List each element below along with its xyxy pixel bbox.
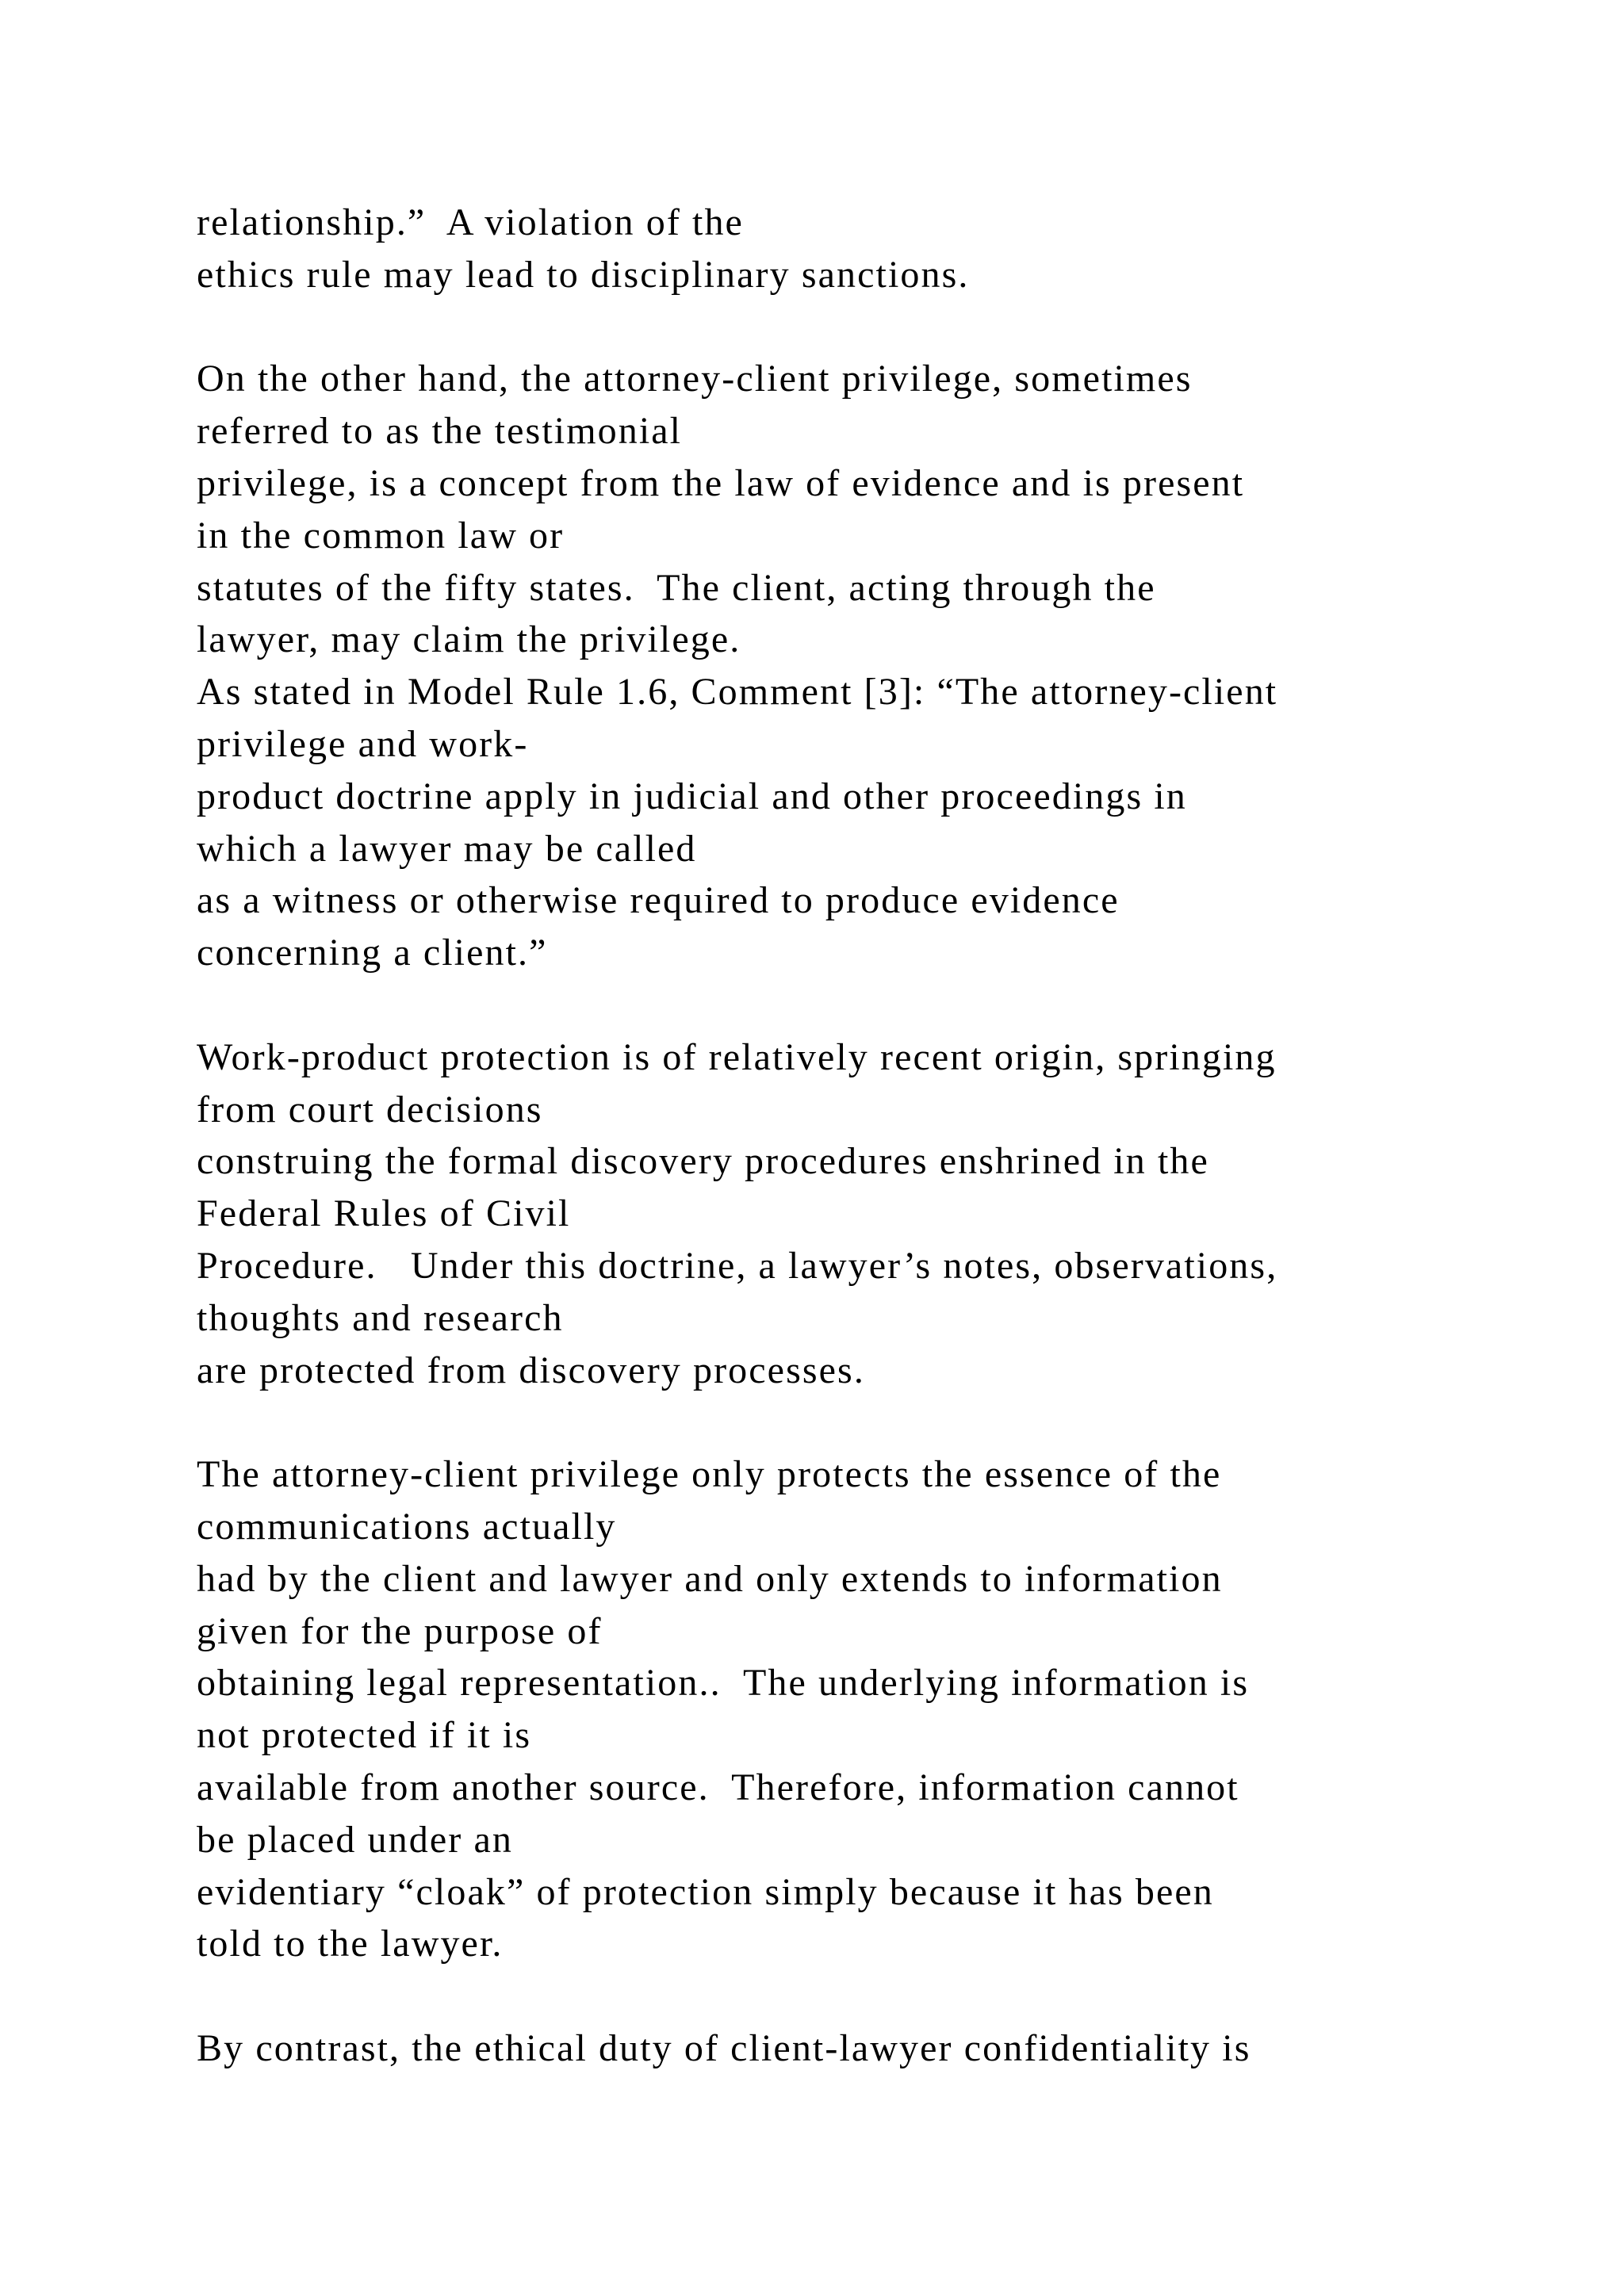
text-line: lawyer, may claim the privilege. (197, 618, 741, 661)
text-line: The attorney-client privilege only protects the essence of the (197, 1453, 1222, 1496)
text-line: referred to as the testimonial (197, 410, 683, 453)
text-line: ethics rule may lead to disciplinary sanctions. (197, 253, 970, 296)
text-line: concerning a client.” (197, 932, 548, 974)
text-line: On the other hand, the attorney-client privilege, sometimes (197, 358, 1193, 400)
text-line: product doctrine apply in judicial and other proceedings in (197, 775, 1187, 817)
document-body (197, 197, 1513, 2075)
text-line: available from another source. Therefore, information cannot (197, 1766, 1239, 1808)
text-line: be placed under an (197, 1818, 513, 1861)
text-line: thoughts and research (197, 1296, 564, 1339)
text-line: obtaining legal representation.. The underlying information is (197, 1662, 1250, 1705)
text-line: had by the client and lawyer and only extends to information (197, 1557, 1223, 1600)
paragraph-gap (197, 301, 1513, 354)
text-line: told to the lawyer. (197, 1923, 504, 1965)
text-line: Procedure. Under this doctrine, a lawyer’s notes, observations, (197, 1244, 1278, 1287)
text-line: statutes of the fifty states. The client, acting through the (197, 566, 1156, 609)
text-line: privilege, is a concept from the law of evidence and is present (197, 461, 1245, 504)
text-line: construing the formal discovery procedures enshrined in the (197, 1140, 1209, 1183)
text-line: privilege and work- (197, 722, 529, 765)
text-line: relationship.” A violation of the (197, 201, 744, 243)
paragraph-gap (197, 1970, 1513, 2022)
text-line: By contrast, the ethical duty of client-lawyer confidentiality is (197, 2026, 1251, 2069)
paragraph-gap (197, 979, 1513, 1031)
paragraph-gap (197, 1396, 1513, 1448)
text-line: given for the purpose of (197, 1609, 603, 1652)
text-line: Federal Rules of Civil (197, 1192, 571, 1235)
text-line: not protected if it is (197, 1714, 532, 1757)
text-line: evidentiary “cloak” of protection simply because it has been (197, 1870, 1214, 1913)
text-line: which a lawyer may be called (197, 827, 697, 870)
text-line: as a witness or otherwise required to produce evidence (197, 879, 1120, 922)
text-line: As stated in Model Rule 1.6, Comment [3]: “The attorney-client (197, 671, 1278, 714)
text-line: communications actually (197, 1505, 617, 1548)
text-line: in the common law or (197, 514, 565, 557)
text-line: Work-product protection is of relatively recent origin, springing (197, 1035, 1277, 1078)
text-line: from court decisions (197, 1088, 543, 1131)
text-line: are protected from discovery processes. (197, 1349, 865, 1391)
